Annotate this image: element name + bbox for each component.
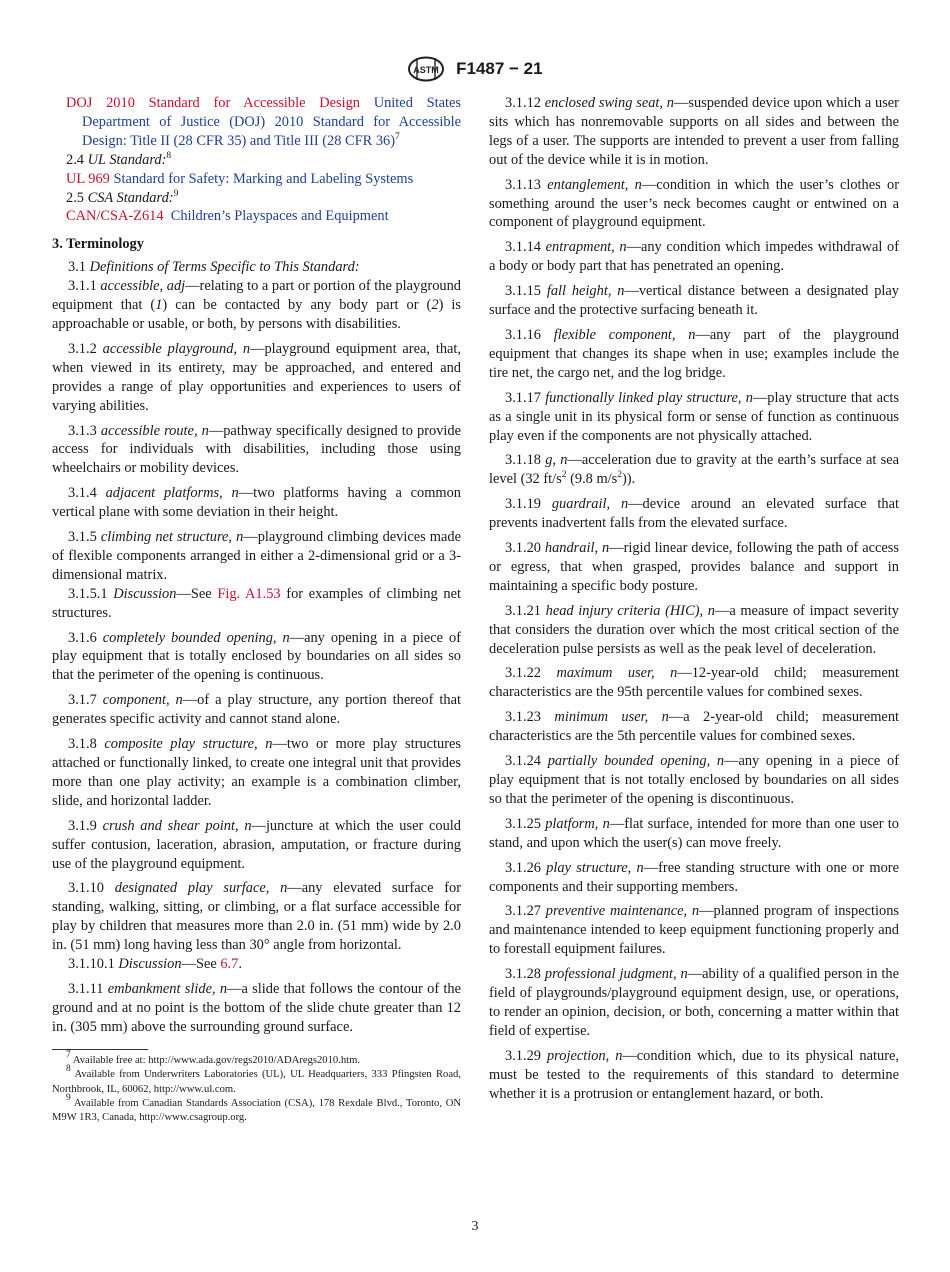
term-3-1-28: 3.1.28 professional judgment, n—ability of a qualified person in the field of playgrounds/playground equipment design, use, or operations, to render an opinion, decision, or both, concerning a matter within that field of expertise.: [489, 966, 899, 1039]
footnote: $^7$ Available free at: http://www.ada.gov/regs2010/ADAregs2010.htm.: [66, 1049, 360, 1066]
reference-code[interactable]: DOJ 2010 Standard for Accessible Design: [66, 95, 360, 111]
section-link[interactable]: 6.7: [220, 956, 239, 973]
footnote: $^8$ Available from Underwriters Laboratories (UL), UL Headquarters, 333 Pfingsten Road, Northbrook, IL, 60062, http://www.ul.com.: [52, 1064, 461, 1095]
term-3-1-17: 3.1.17 functionally linked play structure, n—play structure that acts as a single unit in its physical form or sense of function as continuous play even if the components are not physically attached.: [489, 389, 899, 444]
reference-doj: [52, 94, 461, 151]
reference-title[interactable]: Children’s Playspaces and Equipment: [170, 208, 389, 225]
term-3-1-27: 3.1.27 preventive maintenance, n—planned program of inspections and maintenance intended to keep equipment functioning properly and to forestall equipment failures.: [489, 903, 899, 958]
term-3-1-29: 3.1.29 projection, n—condition which, due to its physical nature, must be tested to the requirements of this standard to determine whether it is a protrusion or entanglement hazard, or both.: [489, 1047, 899, 1102]
reference-ul: [52, 170, 461, 189]
term-3-1-10: 3.1.10 designated play surface, n—any elevated surface for standing, walking, sitting, or climbing, or a flat surface accessible for play by children that measures more than 2.0 in. (51 mm) wide by 2.0 in. (51 mm) long having less than 30° angle from horizontal.: [52, 880, 461, 954]
term-3-1-24: 3.1.24 partially bounded opening, n—any opening in a piece of play equipment that is not totally enclosed by boundaries on all sides so that the perimeter of the opening is discontinuous.: [489, 753, 899, 807]
term-3-1-13: 3.1.13 entanglement, n—condition in which the user’s clothes or something around the user’s neck becomes caught or entwined on a component of playground equipment.: [489, 176, 899, 231]
term-3-1-20: 3.1.20 handrail, n—rigid linear device, following the path of access or egress, that when grasped, provides balance and support in maintaining a specific body posture.: [489, 540, 900, 594]
svg-text:ASTM: ASTM: [413, 65, 440, 75]
reference-code[interactable]: CAN/CSA-Z614: [66, 208, 164, 225]
term-3-1-25: 3.1.25 platform, n—flat surface, intended for more than one user to stand, and upon which the user(s) can move freely.: [489, 815, 899, 851]
term-3-1-6: 3.1.6 completely bounded opening, n—any opening in a piece of play equipment that is totally enclosed by boundaries on all sides so that the perimeter of the opening is continuous.: [52, 629, 461, 684]
section-2-4: 2.4 UL Standard:$^8$: [66, 150, 172, 168]
right-column: [489, 94, 899, 1104]
term-3-1-15: 3.1.15 fall height, n—vertical distance between a designated play surface and the protective surfacing beneath it.: [489, 283, 899, 319]
term-3-1: 3.1 Definitions of Terms Specific to This Standard:: [68, 259, 360, 276]
term-3-1-2: 3.1.2 accessible playground, n—playground equipment area, that, when viewed in its entirety, may be approached, and entered and provides a range of play opportunities and experiences to users of varying abilities.: [52, 340, 461, 414]
footnote: $^9$ Available from Canadian Standards Association (CSA), 178 Rexdale Blvd., Toronto, ON M9W 1R3, Canada, http://www.csagroup.org.: [52, 1092, 461, 1124]
term-3-1-5: 3.1.5 climbing net structure, n—playground climbing devices made of flexible components arranged in either a 2-dimensional grid or a 3-dimensional matrix.: [52, 529, 461, 583]
page-header: [0, 56, 950, 82]
term-3-1-7: 3.1.7 component, n—of a play structure, any portion thereof that generates specific activity and cannot stand alone.: [52, 692, 461, 728]
term-3-1-22: 3.1.22 maximum user, n—12-year-old child; measurement characteristics are the 95th percentile values for combined sexes.: [489, 665, 899, 701]
term-3-1-9: 3.1.9 crush and shear point, n—juncture at which the user could suffer contusion, laceration, abrasion, amputation, or fracture during use of the playground equipment.: [52, 817, 461, 872]
astm-logo-icon: [407, 56, 445, 82]
reference-code[interactable]: UL 969: [66, 170, 110, 187]
term-3-1-4: 3.1.4 adjacent platforms, n—two platforms having a common vertical plane with some deviation in their height.: [52, 485, 461, 521]
footnote-mark: 7: [395, 131, 400, 142]
term-3-1-19: 3.1.19 guardrail, n—device around an elevated surface that prevents inadvertent falls from the elevated surface.: [489, 496, 900, 532]
reference-title[interactable]: Standard for Safety: Marking and Labeling Systems: [113, 170, 414, 187]
term-3-1-10-1: 3.1.10.1 Discussion—See 6.7.: [68, 956, 242, 973]
term-3-1-26: 3.1.26 play structure, n—free standing structure with one or more components and their supporting members.: [489, 859, 899, 895]
term-3-1-18: 3.1.18 g, n—acceleration due to gravity at the earth’s surface at sea level (32 $ft/s^2$ (9.8 $m/s^2$)).: [489, 452, 899, 488]
figure-link[interactable]: Fig. A1.53: [217, 585, 281, 602]
page-number: 3: [471, 1219, 479, 1234]
reference-title[interactable]: United States Department of Justice (DOJ) 2010 Standard for Accessible Design: Title II (28 CFR 35) and Title III (28 CFR 36): [82, 95, 461, 149]
left-column: [52, 94, 461, 1126]
term-3-1-12: 3.1.12 enclosed swing seat, n—suspended device upon which a user sits which has nonremovable supports on all sides and between the legs of a user. The supports are intended to prevent a user from falling out of the device while it is in motion.: [489, 95, 899, 168]
section-2-5: 2.5 CSA Standard:$^9$: [66, 188, 179, 206]
section-heading: 3. Terminology: [52, 236, 144, 253]
term-3-1-8: 3.1.8 composite play structure, n—two or more play structures attached or functionally linked, to create one integral unit that provides more than one play activity; an example is a combination climber, slide, and horizontal ladder.: [52, 736, 461, 809]
term-3-1-14: 3.1.14 entrapment, n—any condition which impedes withdrawal of a body or body part that has penetrated an opening.: [489, 239, 899, 275]
term-3-1-5-1: 3.1.5.1 Discussion—See Fig. A1.53 for examples of climbing net structures.: [52, 585, 461, 621]
reference-csa: [52, 207, 461, 226]
term-3-1-3: 3.1.3 accessible route, n—pathway specifically designed to provide access for individuals with disabilities, including those using wheelchairs or mobility devices.: [52, 422, 461, 477]
term-3-1-23: 3.1.23 minimum user, n—a 2-year-old child; measurement characteristics are the 5th percentile values for combined sexes.: [489, 709, 900, 745]
term-3-1-1: 3.1.1 accessible, adj—relating to a part or portion of the playground equipment that (1) can be contacted by any body part or (2) is approachable or usable, or both, by persons with disabilities.: [52, 278, 461, 332]
standard-designation: F1487 − 21: [456, 59, 543, 78]
term-3-1-21: 3.1.21 head injury criteria (HIC), n—a measure of impact severity that considers the duration over which the most critical section of the deceleration pulse persists as well as the peak level of deceleration.: [489, 602, 899, 657]
term-3-1-16: 3.1.16 flexible component, n—any part of the playground equipment that changes its shape when in use; examples include the tire net, the cargo net, and the log bridge.: [489, 326, 899, 381]
term-3-1-11: 3.1.11 embankment slide, n—a slide that follows the contour of the ground and at no point is the bottom of the slide chute greater than 12 in. (305 mm) above the surrounding ground surface.: [52, 980, 461, 1035]
